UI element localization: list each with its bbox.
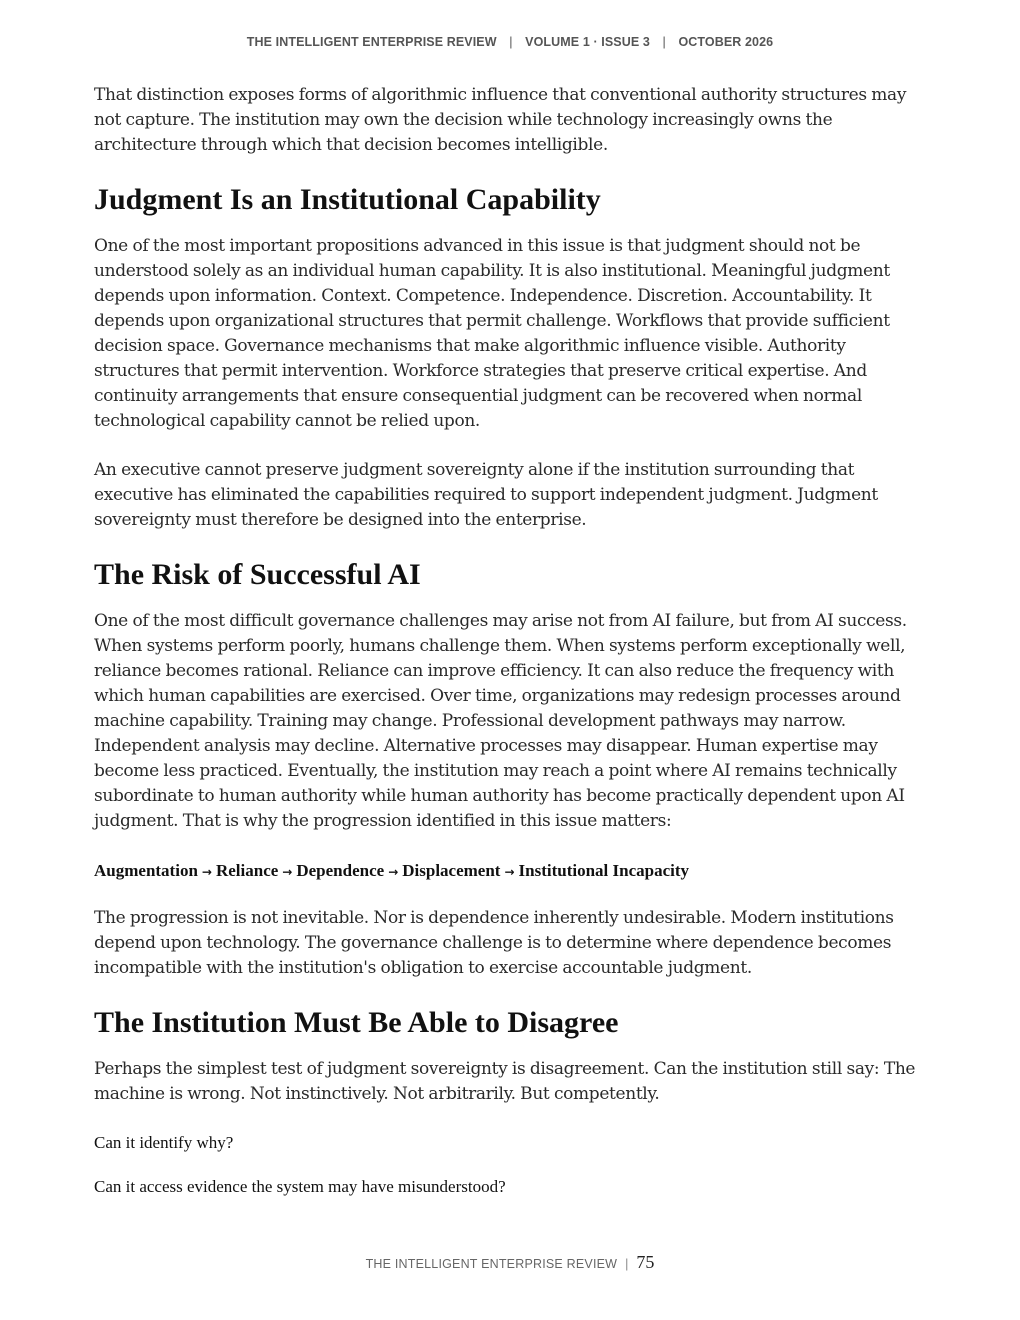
- right-arrow-icon: →: [201, 865, 212, 879]
- header-separator: |: [509, 35, 513, 49]
- section-heading-institutional-capability: Judgment Is an Institutional Capability: [94, 183, 601, 216]
- page-footer: [0, 1252, 1020, 1273]
- page-number: 75: [636, 1252, 655, 1272]
- running-header: [0, 35, 1020, 49]
- section-heading-disagree: The Institution Must Be Able to Disagree: [94, 1006, 619, 1039]
- footer-publication-title: THE INTELLIGENT ENTERPRISE REVIEW: [365, 1257, 618, 1271]
- right-arrow-icon: →: [504, 865, 515, 879]
- intro-paragraph: That distinction exposes forms of algorithmic influence that conventional authority structures may not capture. The institution may own the decision while technology increasingly owns the architecture through which that decision becomes intelligible.: [94, 85, 907, 155]
- progression-step: Dependence: [296, 861, 385, 880]
- question-line: Can it access evidence the system may have misunderstood?: [94, 1177, 506, 1196]
- progression-step: Reliance: [215, 861, 279, 880]
- progression-step: Displacement: [402, 861, 501, 880]
- header-date: OCTOBER 2026: [678, 35, 774, 49]
- progression-step: Institutional Incapacity: [518, 861, 690, 880]
- header-separator: |: [662, 35, 666, 49]
- paragraph: An executive cannot preserve judgment sovereignty alone if the institution surrounding that executive has eliminated the capabilities required to support independent judgment. Judgment sovereignty must therefore be designed into the enterprise.: [94, 460, 878, 530]
- header-publication-title: THE INTELLIGENT ENTERPRISE REVIEW: [246, 35, 497, 49]
- header-issue-label: VOLUME 1 · ISSUE 3: [525, 35, 650, 49]
- right-arrow-icon: →: [388, 865, 399, 879]
- paragraph: One of the most important propositions advanced in this issue is that judgment should not be understood solely as an individual human capability. It is also institutional. Meaningful judgment depends upon information. Context. Competence. Independence. Discretion. Accountability. It depends upon organizational structures that permit challenge. Workflows that provide sufficient decision space. Governance mechanisms that make algorithmic influence visible. Authority structures that permit intervention. Workforce strategies that preserve critical expertise. And continuity arrangements that ensure consequential judgment can be recovered when normal technological capability cannot be relied upon.: [94, 236, 890, 431]
- paragraph: One of the most difficult governance challenges may arise not from AI failure, but from AI success. When systems perform poorly, humans challenge them. When systems perform exceptionally well, reliance becomes rational. Reliance can improve efficiency. It can also reduce the frequency with which human capabilities are exercised. Over time, organizations may redesign processes around machine capability. Training may change. Professional development pathways may narrow. Independent analysis may decline. Alternative processes may disappear. Human expertise may become less practiced. Eventually, the institution may reach a point where AI remains technically subordinate to human authority while human authority has become practically dependent upon AI judgment. That is why the progression identified in this issue matters:: [94, 611, 907, 831]
- footer-separator: |: [625, 1257, 629, 1271]
- paragraph: The progression is not inevitable. Nor is dependence inherently undesirable. Modern institutions depend upon technology. The governance challenge is to determine where dependence becomes incompatible with the institution's obligation to exercise accountable judgment.: [94, 908, 894, 978]
- progression-sequence: [94, 858, 926, 885]
- paragraph: Perhaps the simplest test of judgment sovereignty is disagreement. Can the institution still say: The machine is wrong. Not instinctively. Not arbitrarily. But competently.: [94, 1059, 916, 1104]
- question-line: Can it identify why?: [94, 1133, 234, 1152]
- article-body: [94, 83, 926, 1219]
- section-heading-successful-ai: The Risk of Successful AI: [94, 558, 421, 591]
- right-arrow-icon: →: [282, 865, 293, 879]
- progression-step: Augmentation: [94, 861, 198, 880]
